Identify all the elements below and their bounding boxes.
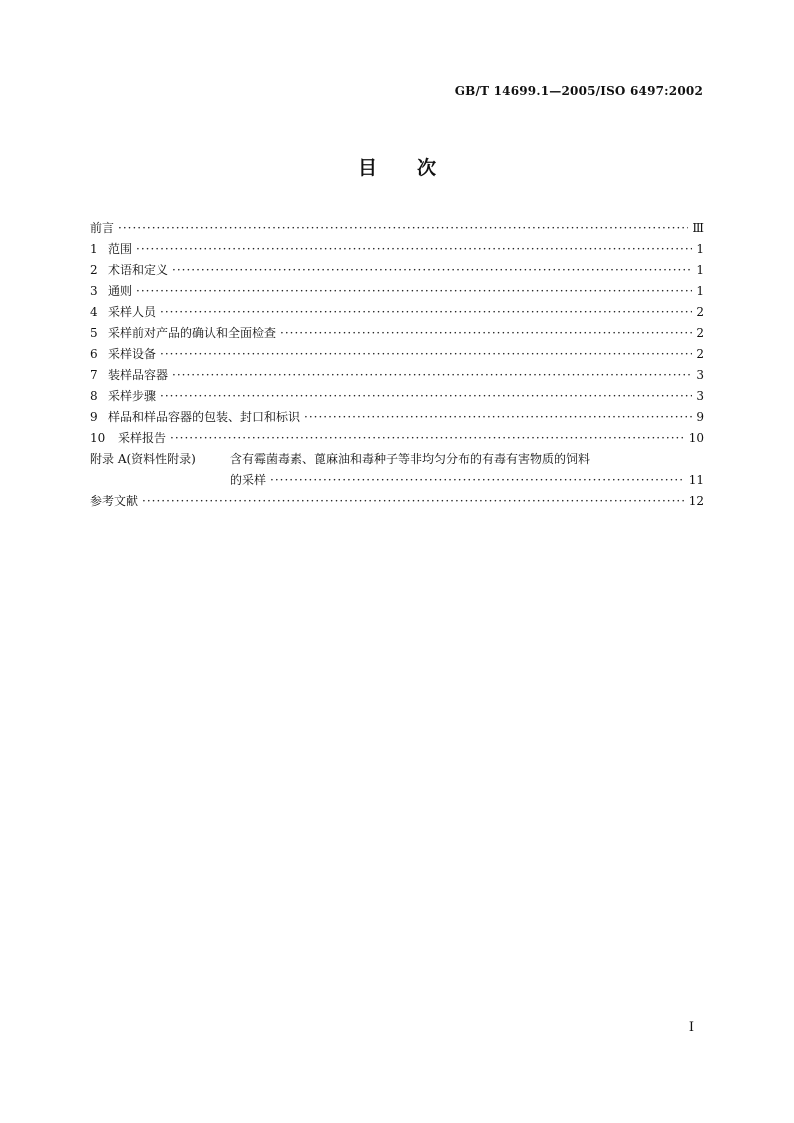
toc-entry-title: 范围 xyxy=(108,242,133,256)
toc-entry-packaging[interactable] xyxy=(90,407,704,428)
toc-entry-page: 1 xyxy=(696,284,704,298)
toc-entry-title: 采样前对产品的确认和全面检查 xyxy=(108,326,277,340)
toc-leader-dots xyxy=(160,344,692,365)
toc-entry-title: 装样品容器 xyxy=(108,368,169,382)
toc-entry-title: 含有霉菌毒素、蓖麻油和毒种子等非均匀分布的有毒有害物质的饲料 xyxy=(230,452,591,466)
toc-entry-number: 7 xyxy=(90,368,98,382)
toc-title-char-1: 目 xyxy=(357,157,377,179)
toc-entry-equipment[interactable] xyxy=(90,344,704,365)
toc-entry-page: 10 xyxy=(688,431,704,445)
toc-leader-dots xyxy=(160,302,692,323)
toc-entry-title: 术语和定义 xyxy=(108,263,169,277)
toc-leader-dots xyxy=(142,491,685,512)
table-of-contents xyxy=(90,218,704,512)
toc-entry-number: 9 xyxy=(90,410,98,424)
toc-entry-title: 采样报告 xyxy=(118,431,167,445)
toc-entry-page: 3 xyxy=(696,389,704,403)
toc-leader-dots xyxy=(136,281,692,302)
toc-leader-dots xyxy=(172,365,692,386)
toc-entry-number: 附录 A(资料性附录) xyxy=(90,452,196,466)
toc-entry-number: 5 xyxy=(90,326,98,340)
toc-entry-title: 采样设备 xyxy=(108,347,157,361)
toc-entry-annex-a[interactable] xyxy=(90,449,704,470)
toc-entry-identification[interactable] xyxy=(90,323,704,344)
standard-code-header: GB/T 14699.1—2005/ISO 6497:2002 xyxy=(454,84,703,98)
toc-leader-dots xyxy=(170,428,685,449)
toc-leader-dots xyxy=(270,470,685,491)
toc-entry-title: 的采样 xyxy=(230,473,267,487)
toc-entry-number: 8 xyxy=(90,389,98,403)
toc-entry-title: 前言 xyxy=(90,221,115,235)
toc-entry-page: 11 xyxy=(688,473,704,487)
toc-entry-page: 2 xyxy=(696,347,704,361)
toc-entry-page: 12 xyxy=(688,494,704,508)
toc-entry-annex-a-continued[interactable] xyxy=(90,470,704,491)
toc-entry-number: 2 xyxy=(90,263,98,277)
toc-entry-number: 6 xyxy=(90,347,98,361)
toc-entry-number: 4 xyxy=(90,305,98,319)
toc-title xyxy=(0,153,794,180)
toc-entry-page: Ⅲ xyxy=(692,221,704,235)
toc-leader-dots xyxy=(136,239,692,260)
toc-entry-title: 样品和样品容器的包装、封口和标识 xyxy=(108,410,301,424)
page-number: I xyxy=(688,1020,694,1035)
toc-entry-procedure[interactable] xyxy=(90,386,704,407)
toc-leader-dots xyxy=(160,386,692,407)
toc-entry-page: 1 xyxy=(696,242,704,256)
toc-entry-page: 3 xyxy=(696,368,704,382)
toc-leader-dots xyxy=(172,260,692,281)
toc-entry-title: 参考文献 xyxy=(90,494,139,508)
toc-title-char-2: 次 xyxy=(417,157,437,179)
toc-entry-page: 2 xyxy=(696,326,704,340)
toc-entry-bibliography[interactable] xyxy=(90,491,704,512)
toc-entry-containers[interactable] xyxy=(90,365,704,386)
toc-entry-report[interactable] xyxy=(90,428,704,449)
toc-entry-page: 2 xyxy=(696,305,704,319)
toc-entry-general[interactable] xyxy=(90,281,704,302)
toc-entry-number: 3 xyxy=(90,284,98,298)
toc-entry-page: 1 xyxy=(696,263,704,277)
toc-entry-title: 通则 xyxy=(108,284,133,298)
toc-entry-page: 9 xyxy=(696,410,704,424)
toc-entry-number: 1 xyxy=(90,242,98,256)
toc-leader-dots xyxy=(118,218,688,239)
toc-entry-scope[interactable] xyxy=(90,239,704,260)
toc-entry-number: 10 xyxy=(90,431,106,445)
toc-entry-title: 采样步骤 xyxy=(108,389,157,403)
toc-entry-terms[interactable] xyxy=(90,260,704,281)
toc-entry-foreword[interactable] xyxy=(90,218,704,239)
toc-leader-dots xyxy=(280,323,692,344)
toc-entry-personnel[interactable] xyxy=(90,302,704,323)
toc-leader-dots xyxy=(304,407,692,428)
toc-entry-title: 采样人员 xyxy=(108,305,157,319)
